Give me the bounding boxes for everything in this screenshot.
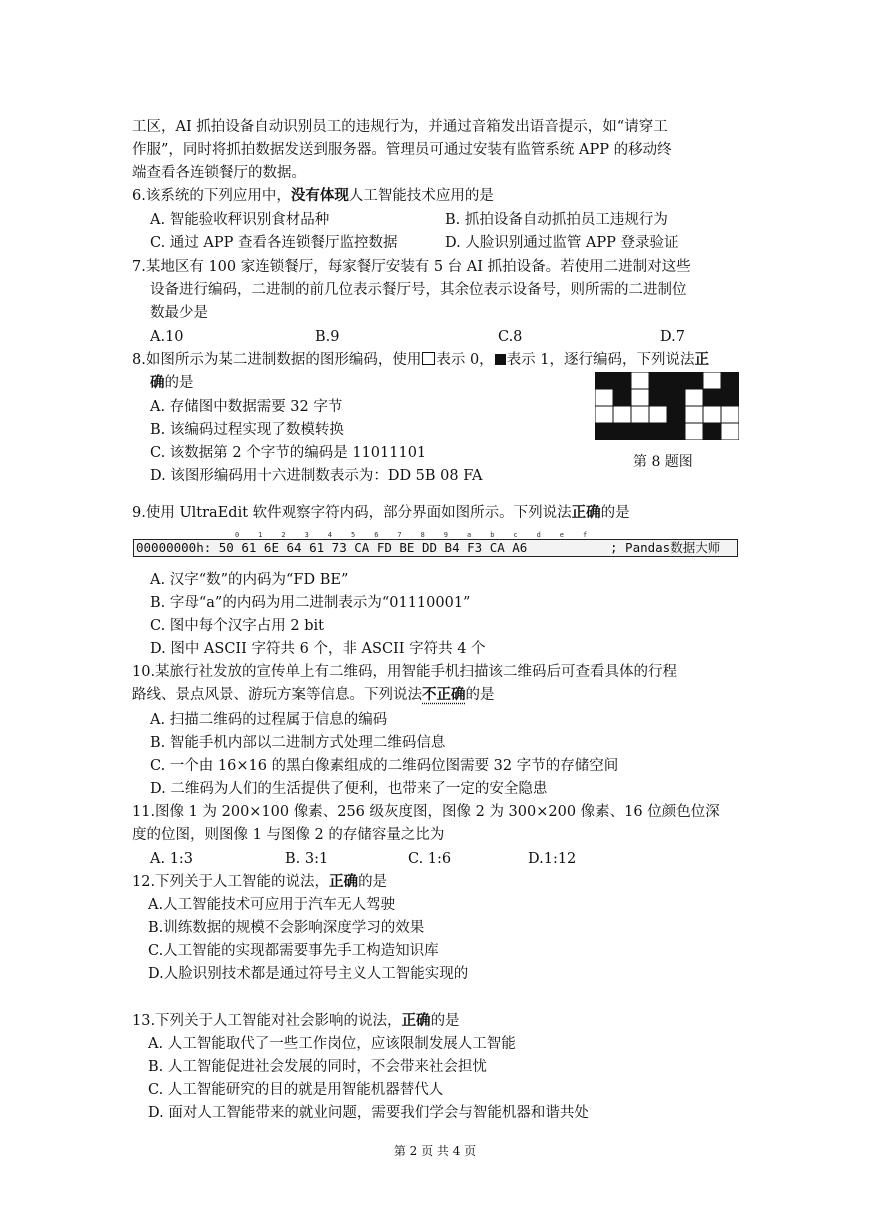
q6-stem: 6.该系统的下列应用中，没有体现人工智能技术应用的是 <box>132 187 494 204</box>
q13-option-a: A. 人工智能取代了一些工作岗位，应该限制发展人工智能 <box>148 1036 516 1052</box>
ruler-tick: 5 <box>351 531 356 539</box>
intro-line-2: 作服”，同时将抓拍数据发送到服务器。管理员可通过安装有监管系统 APP 的移动终 <box>132 142 672 158</box>
q7-option-d: D.7 <box>660 329 685 345</box>
q7-line-1: 7.某地区有 100 家连锁餐厅，每家餐厅安装有 5 台 AI 抓拍设备。若使用二进制对这些 <box>132 259 691 275</box>
grid-cell-white <box>631 389 649 406</box>
ruler-tick: f <box>583 531 588 539</box>
q9-option-c: C. 图中每个汉字占用 2 bit <box>150 618 324 634</box>
grid-cell-black <box>703 389 721 406</box>
q10-option-b: B. 智能手机内部以二进制方式处理二维码信息 <box>150 735 446 751</box>
grid-cell-black <box>703 423 721 440</box>
q6-option-c: C. 通过 APP 查看各连锁餐厅监控数据 <box>150 235 398 251</box>
ruler-tick: 8 <box>420 531 425 539</box>
q13-option-b: B. 人工智能促进社会发展的同时，不会带来社会担忧 <box>148 1059 487 1075</box>
q10-line-2: 路线、景点风景、游玩方案等信息。下列说法不正确的是 <box>132 686 495 703</box>
q9-option-d: D. 图中 ASCII 字符共 6 个，非 ASCII 字符共 4 个 <box>150 641 486 657</box>
grid-cell-white <box>595 406 613 423</box>
q9-option-a: A. 汉字“数”的内码为“FD BE” <box>150 572 349 588</box>
grid-cell-black <box>721 389 739 406</box>
q11-line-1: 11.图像 1 为 200×100 像素、256 级灰度图，图像 2 为 300×200 像素、16 位颜色位深 <box>132 804 720 820</box>
q8-option-c: C. 该数据第 2 个字节的编码是 11011101 <box>150 445 427 461</box>
q6-option-a: A. 智能验收秤识别食材品种 <box>150 212 330 228</box>
grid-cell-white <box>703 406 721 423</box>
grid-cell-black <box>595 372 613 389</box>
ruler-tick: 7 <box>397 531 402 539</box>
intro-line-3: 端查看各连锁餐厅的数据。 <box>132 165 306 181</box>
ruler-tick: 6 <box>374 531 379 539</box>
q7-line-3: 数最少是 <box>150 305 208 321</box>
q9-option-b: B. 字母“a”的内码为用二进制表示为“01110001” <box>150 595 471 611</box>
q8-line-2: 确的是 <box>150 374 194 391</box>
q11-option-a: A. 1:3 <box>150 851 194 867</box>
grid-cell-black <box>631 423 649 440</box>
grid-cell-white <box>685 423 703 440</box>
ruler-tick: 2 <box>281 531 286 539</box>
grid-cell-white <box>631 372 649 389</box>
grid-cell-black <box>649 423 667 440</box>
grid-cell-white <box>613 406 631 423</box>
q8-option-a: A. 存储图中数据需要 32 字节 <box>150 399 343 415</box>
ruler-tick: 3 <box>304 531 309 539</box>
grid-cell-black <box>613 423 631 440</box>
white-square-icon <box>422 352 435 365</box>
q12-option-a: A.人工智能技术可应用于汽车无人驾驶 <box>148 897 396 913</box>
grid-cell-black <box>613 389 631 406</box>
ruler-tick: 4 <box>327 531 333 539</box>
q12-option-d: D.人脸识别技术都是通过符号主义人工智能实现的 <box>148 966 469 982</box>
grid-cell-white <box>721 423 739 440</box>
grid-cell-white <box>685 406 703 423</box>
ruler-tick: 1 <box>258 531 263 539</box>
grid-cell-black <box>613 372 631 389</box>
ruler-tick: 0 <box>235 531 240 539</box>
q8-option-b: B. 该编码过程实现了数模转换 <box>150 422 344 438</box>
grid-cell-white <box>631 406 649 423</box>
q10-option-d: D. 二维码为人们的生活提供了便利，也带来了一定的安全隐患 <box>150 781 548 797</box>
grid-cell-black <box>649 372 667 389</box>
grid-cell-black <box>595 423 613 440</box>
hex-line: 00000000h: 50 61 6E 64 61 73 CA FD BE DD B4 F3 CA A6 <box>136 540 528 555</box>
q8-line-1: 8.如图所示为某二进制数据的图形编码，使用 表示 0， 表示 1，逐行编码，下列说法正 <box>132 351 710 368</box>
q13-stem: 13.下列关于人工智能对社会影响的说法，正确的是 <box>132 1012 460 1029</box>
q12-option-b: B.训练数据的规模不会影响深度学习的效果 <box>148 920 425 936</box>
grid-cell-white <box>685 389 703 406</box>
binary-grid-figure <box>595 372 739 440</box>
q10-line-1: 10.某旅行社发放的宣传单上有二维码，用智能手机扫描该二维码后可查看具体的行程 <box>132 664 678 680</box>
grid-cell-white <box>721 406 739 423</box>
q11-line-2: 度的位图，则图像 1 与图像 2 的存储容量之比为 <box>132 827 445 843</box>
q7-option-b: B.9 <box>315 329 340 345</box>
ruler-tick: b <box>490 531 495 539</box>
grid-cell-black <box>667 406 685 423</box>
hex-text-column: ; Pandas数据大师 <box>610 540 721 555</box>
q11-option-d: D.1:12 <box>528 851 577 867</box>
grid-cell-black <box>667 372 685 389</box>
ultraedit-hex-view <box>133 539 738 557</box>
ruler-tick: 9 <box>443 531 449 539</box>
grid-cell-black <box>649 389 667 406</box>
grid-cell-white <box>703 372 721 389</box>
q12-stem: 12.下列关于人工智能的说法，正确的是 <box>132 873 388 890</box>
black-square-icon <box>495 354 506 365</box>
ruler-tick: e <box>559 531 565 539</box>
ruler-tick: a <box>467 531 472 539</box>
q7-option-a: A.10 <box>150 329 184 345</box>
q11-option-b: B. 3:1 <box>285 851 329 867</box>
ruler-tick: d <box>536 531 541 539</box>
q7-line-2: 设备进行编码，二进制的前几位表示餐厅号，其余位表示设备号，则所需的二进制位 <box>150 282 687 298</box>
grid-cell-black <box>667 423 685 440</box>
grid-cell-black <box>667 389 685 406</box>
q12-option-c: C.人工智能的实现都需要事先手工构造知识库 <box>148 943 439 959</box>
q13-option-d: D. 面对人工智能带来的就业问题，需要我们学会与智能机器和谐共处 <box>148 1105 589 1121</box>
q6-option-b: B. 抓拍设备自动抓拍员工违规行为 <box>445 212 668 228</box>
q8-option-d: D. 该图形编码用十六进制数表示为：DD 5B 08 FA <box>150 468 483 484</box>
q7-option-c: C.8 <box>498 329 523 345</box>
figure-caption: 第 8 题图 <box>633 454 693 470</box>
grid-cell-white <box>649 406 667 423</box>
q13-option-c: C. 人工智能研究的目的就是用智能机器替代人 <box>148 1082 444 1098</box>
q10-option-a: A. 扫描二维码的过程属于信息的编码 <box>150 712 388 728</box>
q11-option-c: C. 1:6 <box>408 851 452 867</box>
grid-cell-black <box>721 372 739 389</box>
page-footer: 第 2 页 共 4 页 <box>393 1144 477 1158</box>
intro-line-1: 工区，AI 抓拍设备自动识别员工的违规行为，并通过音箱发出语音提示，如“请穿工 <box>132 119 668 135</box>
ruler-tick: c <box>513 531 518 539</box>
grid-cell-black <box>685 372 703 389</box>
q6-option-d: D. 人脸识别通过监管 APP 登录验证 <box>445 235 679 251</box>
q10-option-c: C. 一个由 16×16 的黑白像素组成的二维码位图需要 32 字节的存储空间 <box>150 758 619 774</box>
q9-stem: 9.使用 UltraEdit 软件观察字符内码，部分界面如图所示。下列说法正确的是 <box>132 504 630 521</box>
grid-cell-white <box>595 389 613 406</box>
